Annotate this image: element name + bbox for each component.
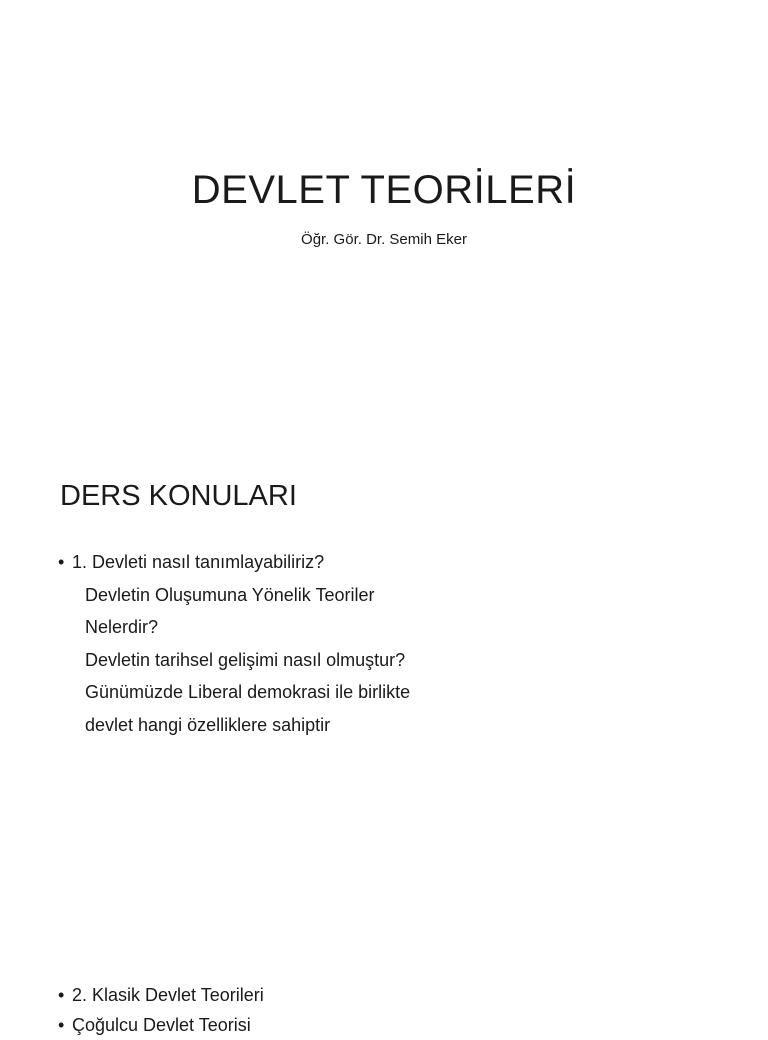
bullet-icon: • [58,985,65,1005]
presentation-title: DEVLET TEORİLERİ [191,168,577,212]
list-item-text: Çoğulcu Devlet Teorisi [72,1015,251,1035]
list-item [58,1010,264,1040]
topic-list [58,546,410,741]
bullet-icon: • [58,552,65,572]
bullet-icon: • [58,1015,65,1035]
list-item-continuation: Devletin Oluşumuna Yönelik Teoriler [85,584,375,605]
list-item [58,546,410,579]
list-item-continuation: Günümüzde Liberal demokrasi ile birlikte [85,682,411,702]
list-item-continuation: Nelerdir? [85,617,159,637]
list-item-continuation: devlet hangi özelliklere sahiptir [85,714,331,735]
list-item-continuation: Devletin tarihsel gelişimi nasıl olmuştur? [85,649,406,670]
list-item [58,980,264,1010]
topic-list [58,980,264,1040]
section-heading: DERS KONULARI [60,480,297,512]
topics-slide-continued [0,950,768,1035]
topics-slide [0,430,768,950]
title-slide [0,0,768,430]
list-item-text: 1. Devleti nasıl tanımlayabiliriz? [72,552,325,572]
list-item-text: 2. Klasik Devlet Teorileri [72,985,264,1005]
presenter-name: Öğr. Gör. Dr. Semih Eker [301,231,467,248]
